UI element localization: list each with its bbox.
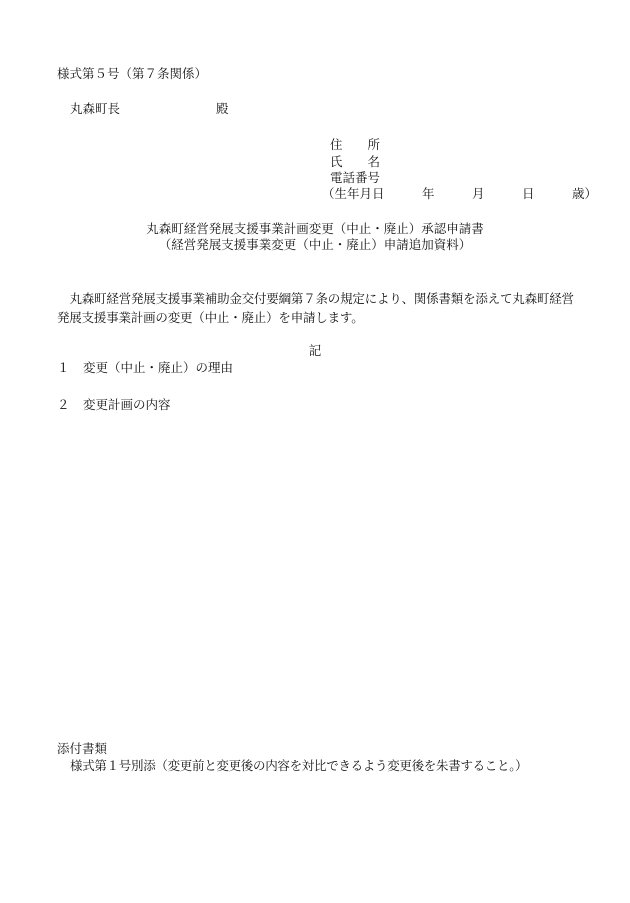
addressee-honorific: 殿 xyxy=(216,101,229,116)
list-item xyxy=(57,360,233,376)
document-subtitle: （経営発展支援事業変更（中止・廃止）申請追加資料） xyxy=(158,237,472,252)
attachments-heading: 添付書類 xyxy=(57,741,108,756)
applicant-phone-label: 電話番号 xyxy=(330,170,381,185)
addressee-name: 丸森町長 xyxy=(70,101,121,116)
attachments-item: 様式第１号別添（変更前と変更後の内容を対比できるよう変更後を朱書すること。） xyxy=(70,758,528,773)
body-paragraph: 丸森町経営発展支援事業補助金交付要綱第７条の規定により、関係書類を添えて丸森町経営発展支援事業計画の変更（中止・廃止）を申請します。 xyxy=(57,291,574,325)
list-item-number: ２ xyxy=(57,397,70,412)
list-item xyxy=(57,397,171,413)
applicant-address-label: 住 所 xyxy=(330,137,381,152)
ki-marker: 記 xyxy=(308,343,322,358)
applicant-name-label: 氏 名 xyxy=(330,154,381,169)
applicant-birth-label: （生年月日 年 月 日 歳） xyxy=(322,186,598,201)
document-title: 丸森町経営発展支援事業計画変更（中止・廃止）承認申請書 xyxy=(146,221,484,236)
list-item-text: 変更（中止・廃止）の理由 xyxy=(83,360,234,375)
list-item-number: １ xyxy=(57,360,70,375)
form-number: 様式第５号（第７条関係） xyxy=(57,66,208,81)
list-item-text: 変更計画の内容 xyxy=(83,397,171,412)
